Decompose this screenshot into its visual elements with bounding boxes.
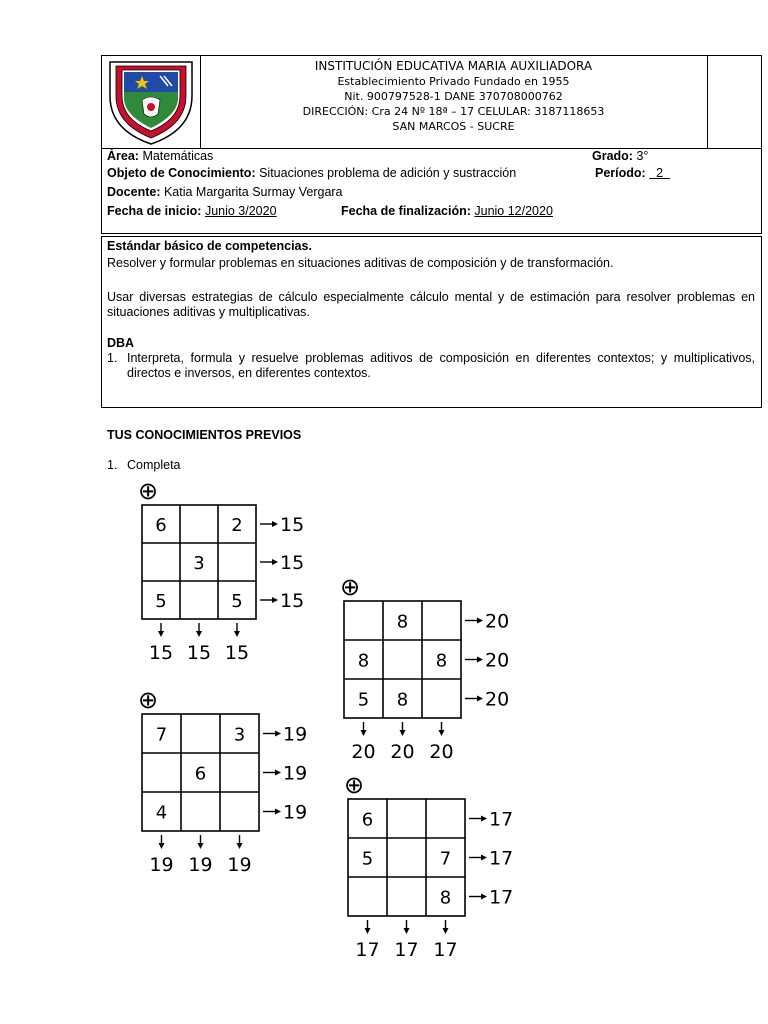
row-arrowhead	[477, 696, 483, 702]
col-arrowhead	[361, 730, 367, 736]
area-label: Área:	[107, 149, 139, 163]
docente-label: Docente:	[107, 185, 161, 199]
institution-header	[101, 55, 762, 149]
dba-title: DBA	[107, 336, 135, 350]
plus-circle-icon: ⊕	[137, 477, 159, 505]
periodo-label: Período:	[595, 166, 646, 180]
row-sum: 17	[489, 886, 514, 909]
dba-item-text: Interpreta, formula y resuelve problemas aditivos de composición en diferentes contextos; y multiplicativos, directos e inversos, en diferentes contextos.	[127, 351, 755, 380]
cell-value: 5	[231, 591, 243, 612]
cell-value: 6	[361, 809, 374, 831]
col-sum: 19	[188, 854, 213, 876]
row-sum: 15	[280, 590, 305, 612]
area-value: Matemáticas	[138, 149, 214, 163]
city-line: SAN MARCOS - SUCRE	[392, 120, 515, 133]
plus-circle-icon: ⊕	[137, 686, 159, 714]
objeto-value: Situaciones problema de adición y sustracción	[255, 166, 517, 180]
col-arrowhead	[158, 631, 164, 637]
fin-label: Fecha de finalización:	[341, 204, 471, 218]
col-arrowhead	[443, 928, 449, 934]
row-arrowhead	[272, 521, 278, 527]
col-sum: 19	[149, 854, 174, 876]
school-crest-logo	[102, 56, 200, 148]
cell-value: 5	[361, 848, 374, 870]
task-number: 1.	[107, 458, 118, 472]
objeto-label: Objeto de Conocimiento:	[107, 166, 256, 180]
grado-label: Grado:	[592, 149, 633, 163]
standards-box	[101, 236, 762, 408]
institution-name: INSTITUCIÓN EDUCATIVA MARIA AUXILIADORA	[314, 59, 593, 73]
row-sum: 15	[280, 552, 305, 574]
cell-value: 8	[396, 689, 409, 711]
established-line: Establecimiento Privado Fundado en 1955	[337, 75, 570, 88]
row-sum: 20	[485, 688, 510, 711]
row-arrowhead	[477, 657, 483, 663]
dba-item-number: 1.	[107, 351, 118, 365]
cell-value: 8	[396, 611, 409, 633]
row-sum: 20	[485, 610, 510, 633]
cell-value: 2	[231, 515, 243, 536]
col-arrowhead	[237, 843, 243, 849]
inicio-label: Fecha de inicio:	[107, 204, 202, 218]
col-sum: 17	[394, 939, 419, 961]
cell-value: 3	[233, 724, 246, 746]
inicio-row	[107, 202, 277, 220]
cell-value: 8	[435, 650, 448, 672]
col-arrowhead	[365, 928, 371, 934]
plus-circle-icon: ⊕	[339, 573, 361, 601]
logo-cell	[102, 56, 201, 148]
col-arrowhead	[196, 631, 202, 637]
cell-value: 3	[193, 553, 205, 574]
col-sum: 20	[390, 741, 415, 763]
col-sum: 20	[351, 741, 376, 763]
row-sum: 20	[485, 649, 510, 672]
docente-row	[107, 183, 343, 201]
col-arrowhead	[439, 730, 445, 736]
grado-value: 3°	[632, 149, 649, 163]
row-sum: 15	[280, 514, 305, 536]
row-arrowhead	[275, 770, 281, 776]
periodo-row	[595, 164, 670, 182]
col-sum: 19	[227, 854, 252, 876]
col-sum: 17	[433, 939, 458, 961]
cell-value: 5	[357, 689, 370, 711]
col-arrowhead	[404, 928, 410, 934]
row-sum: 19	[283, 801, 308, 824]
cell-value: 7	[155, 724, 168, 746]
row-arrowhead	[275, 809, 281, 815]
cell-value: 7	[439, 848, 452, 870]
periodo-value: 2	[649, 166, 671, 180]
address-line: DIRECCIÓN: Cra 24 Nº 18ª – 17 CELULAR: 3187118653	[302, 105, 605, 118]
col-arrowhead	[400, 730, 406, 736]
row-sum: 17	[489, 847, 514, 870]
row-sum: 17	[489, 808, 514, 831]
row-sum: 19	[283, 723, 308, 746]
row-arrowhead	[272, 559, 278, 565]
col-sum: 17	[355, 939, 380, 961]
inicio-value: Junio 3/2020	[204, 204, 277, 218]
magic-square-figure	[132, 477, 520, 961]
cell-value: 8	[357, 650, 370, 672]
col-arrowhead	[198, 843, 204, 849]
row-arrowhead	[481, 816, 487, 822]
course-info	[101, 149, 762, 234]
institution-info	[200, 56, 708, 148]
fin-value: Junio 12/2020	[474, 204, 553, 218]
row-arrowhead	[272, 597, 278, 603]
row-arrowhead	[481, 894, 487, 900]
col-arrowhead	[234, 631, 240, 637]
objeto-row	[107, 164, 516, 182]
row-arrowhead	[275, 731, 281, 737]
fin-row	[341, 202, 553, 220]
nit-line: Nit. 900797528-1 DANE 370708000762	[344, 90, 563, 103]
plus-circle-icon: ⊕	[343, 771, 365, 799]
cell-value: 4	[155, 802, 168, 824]
grado-row	[592, 147, 648, 165]
standard-2: Usar diversas estrategias de cálculo especialmente cálculo mental y de estimación para resolver problemas en situaciones aditivas y multiplicativas.	[107, 290, 755, 319]
row-arrowhead	[477, 618, 483, 624]
cell-value: 5	[155, 591, 167, 612]
col-sum: 15	[224, 642, 250, 664]
standards-title: Estándar básico de competencias.	[107, 239, 312, 253]
col-sum: 15	[148, 642, 174, 664]
header-empty-cell	[709, 56, 761, 148]
cell-value: 6	[155, 515, 167, 536]
task-text: Completa	[127, 458, 181, 472]
docente-value: Katia Margarita Surmay Vergara	[160, 185, 343, 199]
col-sum: 15	[186, 642, 212, 664]
row-arrowhead	[481, 855, 487, 861]
standard-1: Resolver y formular problemas en situaciones aditivas de composición y de transformación.	[107, 256, 614, 270]
magic-squares-svg	[132, 477, 520, 961]
row-sum: 19	[283, 762, 308, 785]
area-row	[107, 147, 213, 165]
col-arrowhead	[159, 843, 165, 849]
cell-value: 6	[194, 763, 207, 785]
col-sum: 20	[429, 741, 454, 763]
cell-value: 8	[439, 887, 452, 909]
section-title: TUS CONOCIMIENTOS PREVIOS	[107, 428, 302, 442]
